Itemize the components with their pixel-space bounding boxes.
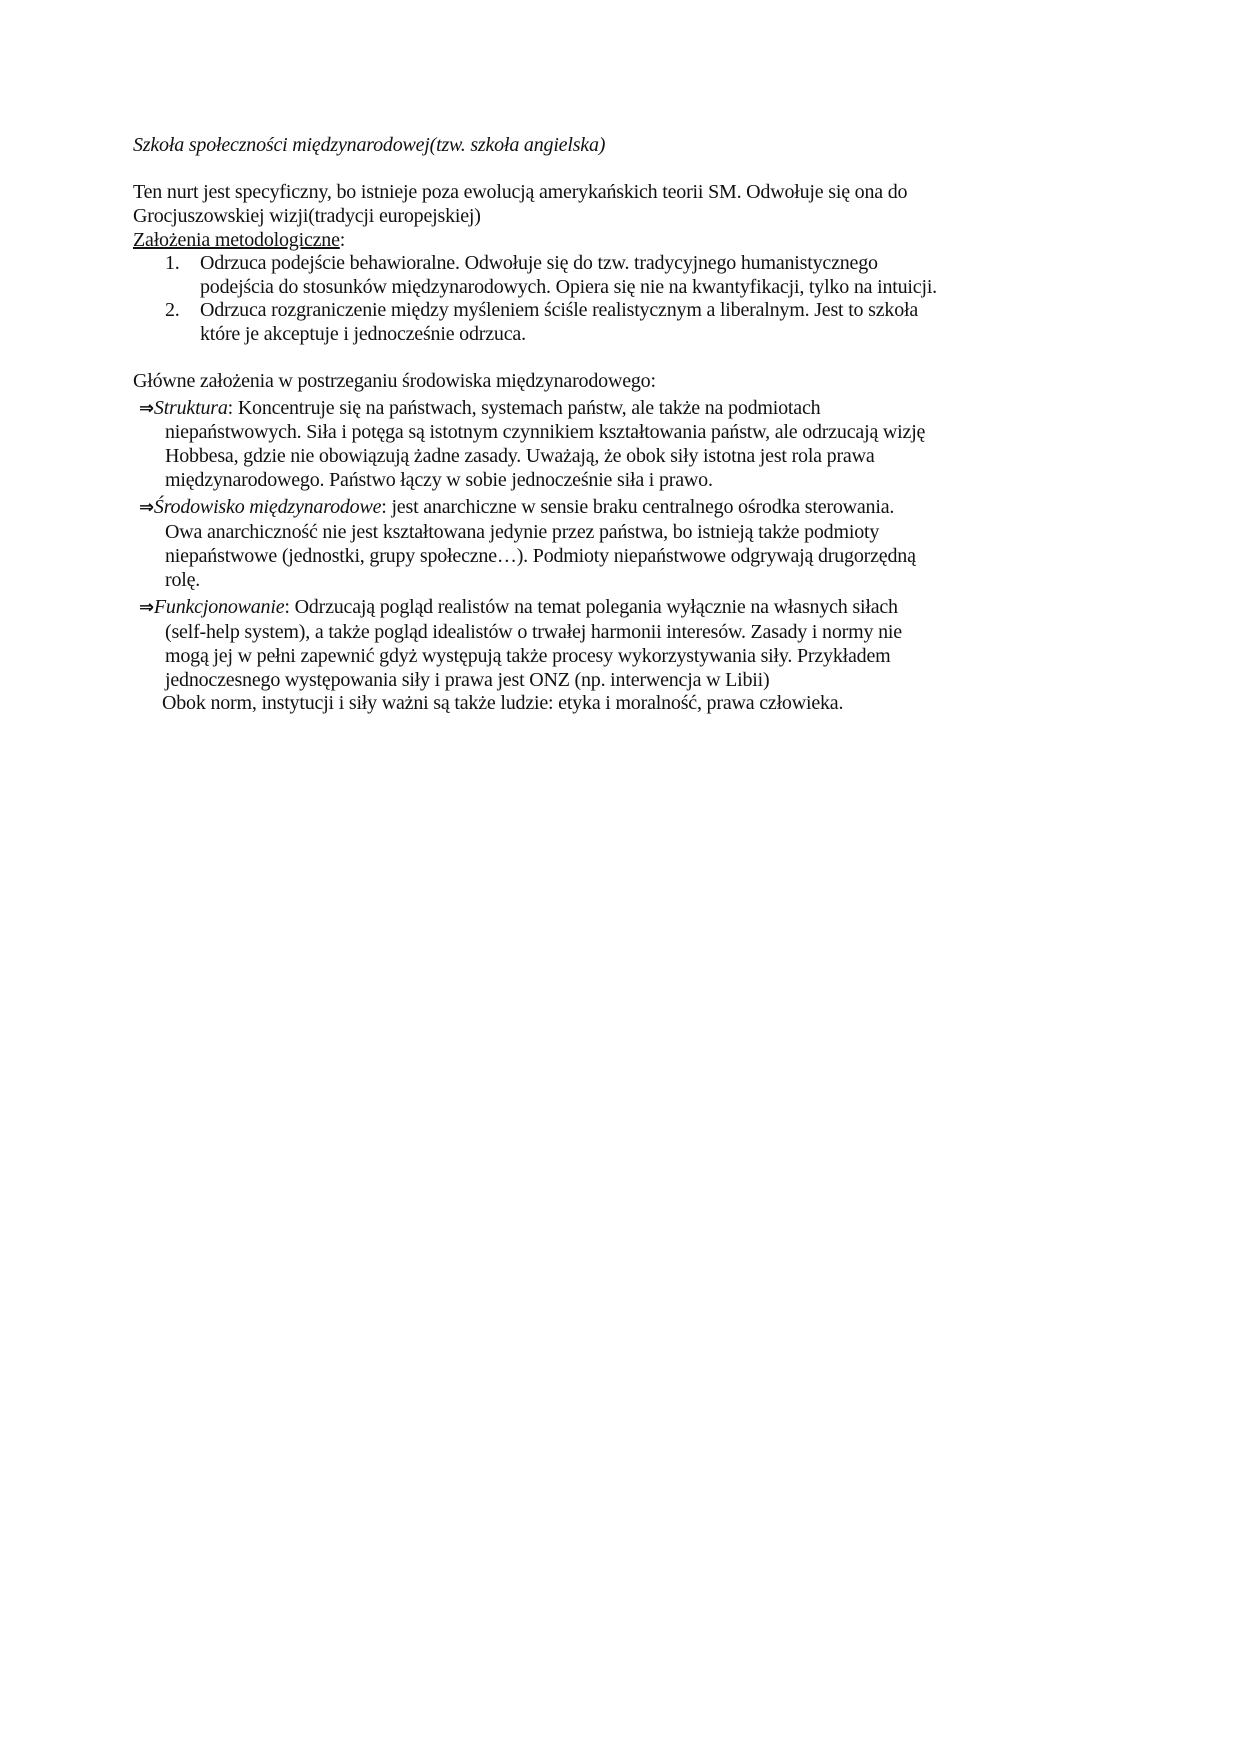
bullet-line: Hobbesa, gdzie nie obowiązują żadne zasady. Uważają, że obok siły istotna jest rola prawa: [165, 445, 875, 467]
bullet-text: : jest anarchiczne w sensie braku centralnego ośrodka sterowania.: [381, 496, 895, 518]
bullet-text: : Koncentruje się na państwach, systemach państw, ale także na podmiotach: [227, 397, 821, 419]
method-heading-colon: :: [339, 229, 346, 251]
list-item-line: które je akceptuje i jednocześnie odrzuca.: [200, 323, 526, 345]
bullet-item: [139, 595, 898, 619]
document-title: Szkoła społeczności międzynarodowej(tzw. szkoła angielska): [133, 134, 606, 156]
bullet-line: niepaństwowych. Siła i potęga są istotnym czynnikiem kształtowania państw, ale odrzucają wizję: [165, 421, 926, 443]
bullet-term: Struktura: [153, 397, 228, 419]
double-arrow-icon: ⇒: [139, 398, 154, 419]
bullet-term: Funkcjonowanie: [153, 596, 285, 618]
list-number: 1.: [165, 252, 180, 274]
list-item-line: podejścia do stosunków międzynarodowych. Opiera się nie na kwantyfikacji, tylko na intuicji.: [200, 276, 937, 298]
list-number: 2.: [165, 299, 180, 321]
bullet-text: : Odrzucają pogląd realistów na temat polegania wyłącznie na własnych siłach: [284, 596, 898, 618]
intro-line: Ten nurt jest specyficzny, bo istnieje poza ewolucją amerykańskich teorii SM. Odwołuje się ona do: [133, 181, 908, 203]
bullet-line: Owa anarchiczność nie jest kształtowana jedynie przez państwa, bo istnieją także podmioty: [165, 521, 880, 543]
double-arrow-icon: ⇒: [139, 597, 154, 618]
bullet-term: Środowisko międzynarodowe: [153, 496, 382, 518]
bullet-line: międzynarodowego. Państwo łączy w sobie jednocześnie siła i prawo.: [165, 469, 713, 491]
bullet-item: [139, 396, 820, 420]
bullet-line: jednoczesnego występowania siły i prawa jest ONZ (np. interwencja w Libii): [165, 669, 770, 691]
method-heading: [133, 228, 345, 252]
double-arrow-icon: ⇒: [139, 497, 154, 518]
bullet-line: (self-help system), a także pogląd idealistów o trwałej harmonii interesów. Zasady i normy nie: [165, 621, 902, 643]
closing-line: Obok norm, instytucji i siły ważni są także ludzie: etyka i moralność, prawa człowieka.: [162, 692, 844, 714]
method-heading-text: Założenia metodologiczne: [133, 229, 340, 251]
list-item-line: Odrzuca rozgraniczenie między myśleniem ściśle realistycznym a liberalnym. Jest to szkoła: [200, 299, 919, 321]
bullet-item: [139, 495, 894, 519]
bullet-line: mogą jej w pełni zapewnić gdyż występują także procesy wykorzystywania siły. Przykładem: [165, 645, 891, 667]
bullet-line: niepaństwowe (jednostki, grupy społeczne…). Podmioty niepaństwowe odgrywają drugorzędną: [165, 545, 916, 567]
list-item-line: Odrzuca podejście behawioralne. Odwołuje się do tzw. tradycyjnego humanistycznego: [200, 252, 878, 274]
main-heading: Główne założenia w postrzeganiu środowiska międzynarodowego:: [133, 370, 656, 392]
intro-line: Grocjuszowskiej wizji(tradycji europejskiej): [133, 205, 481, 227]
bullet-line: rolę.: [165, 569, 201, 591]
